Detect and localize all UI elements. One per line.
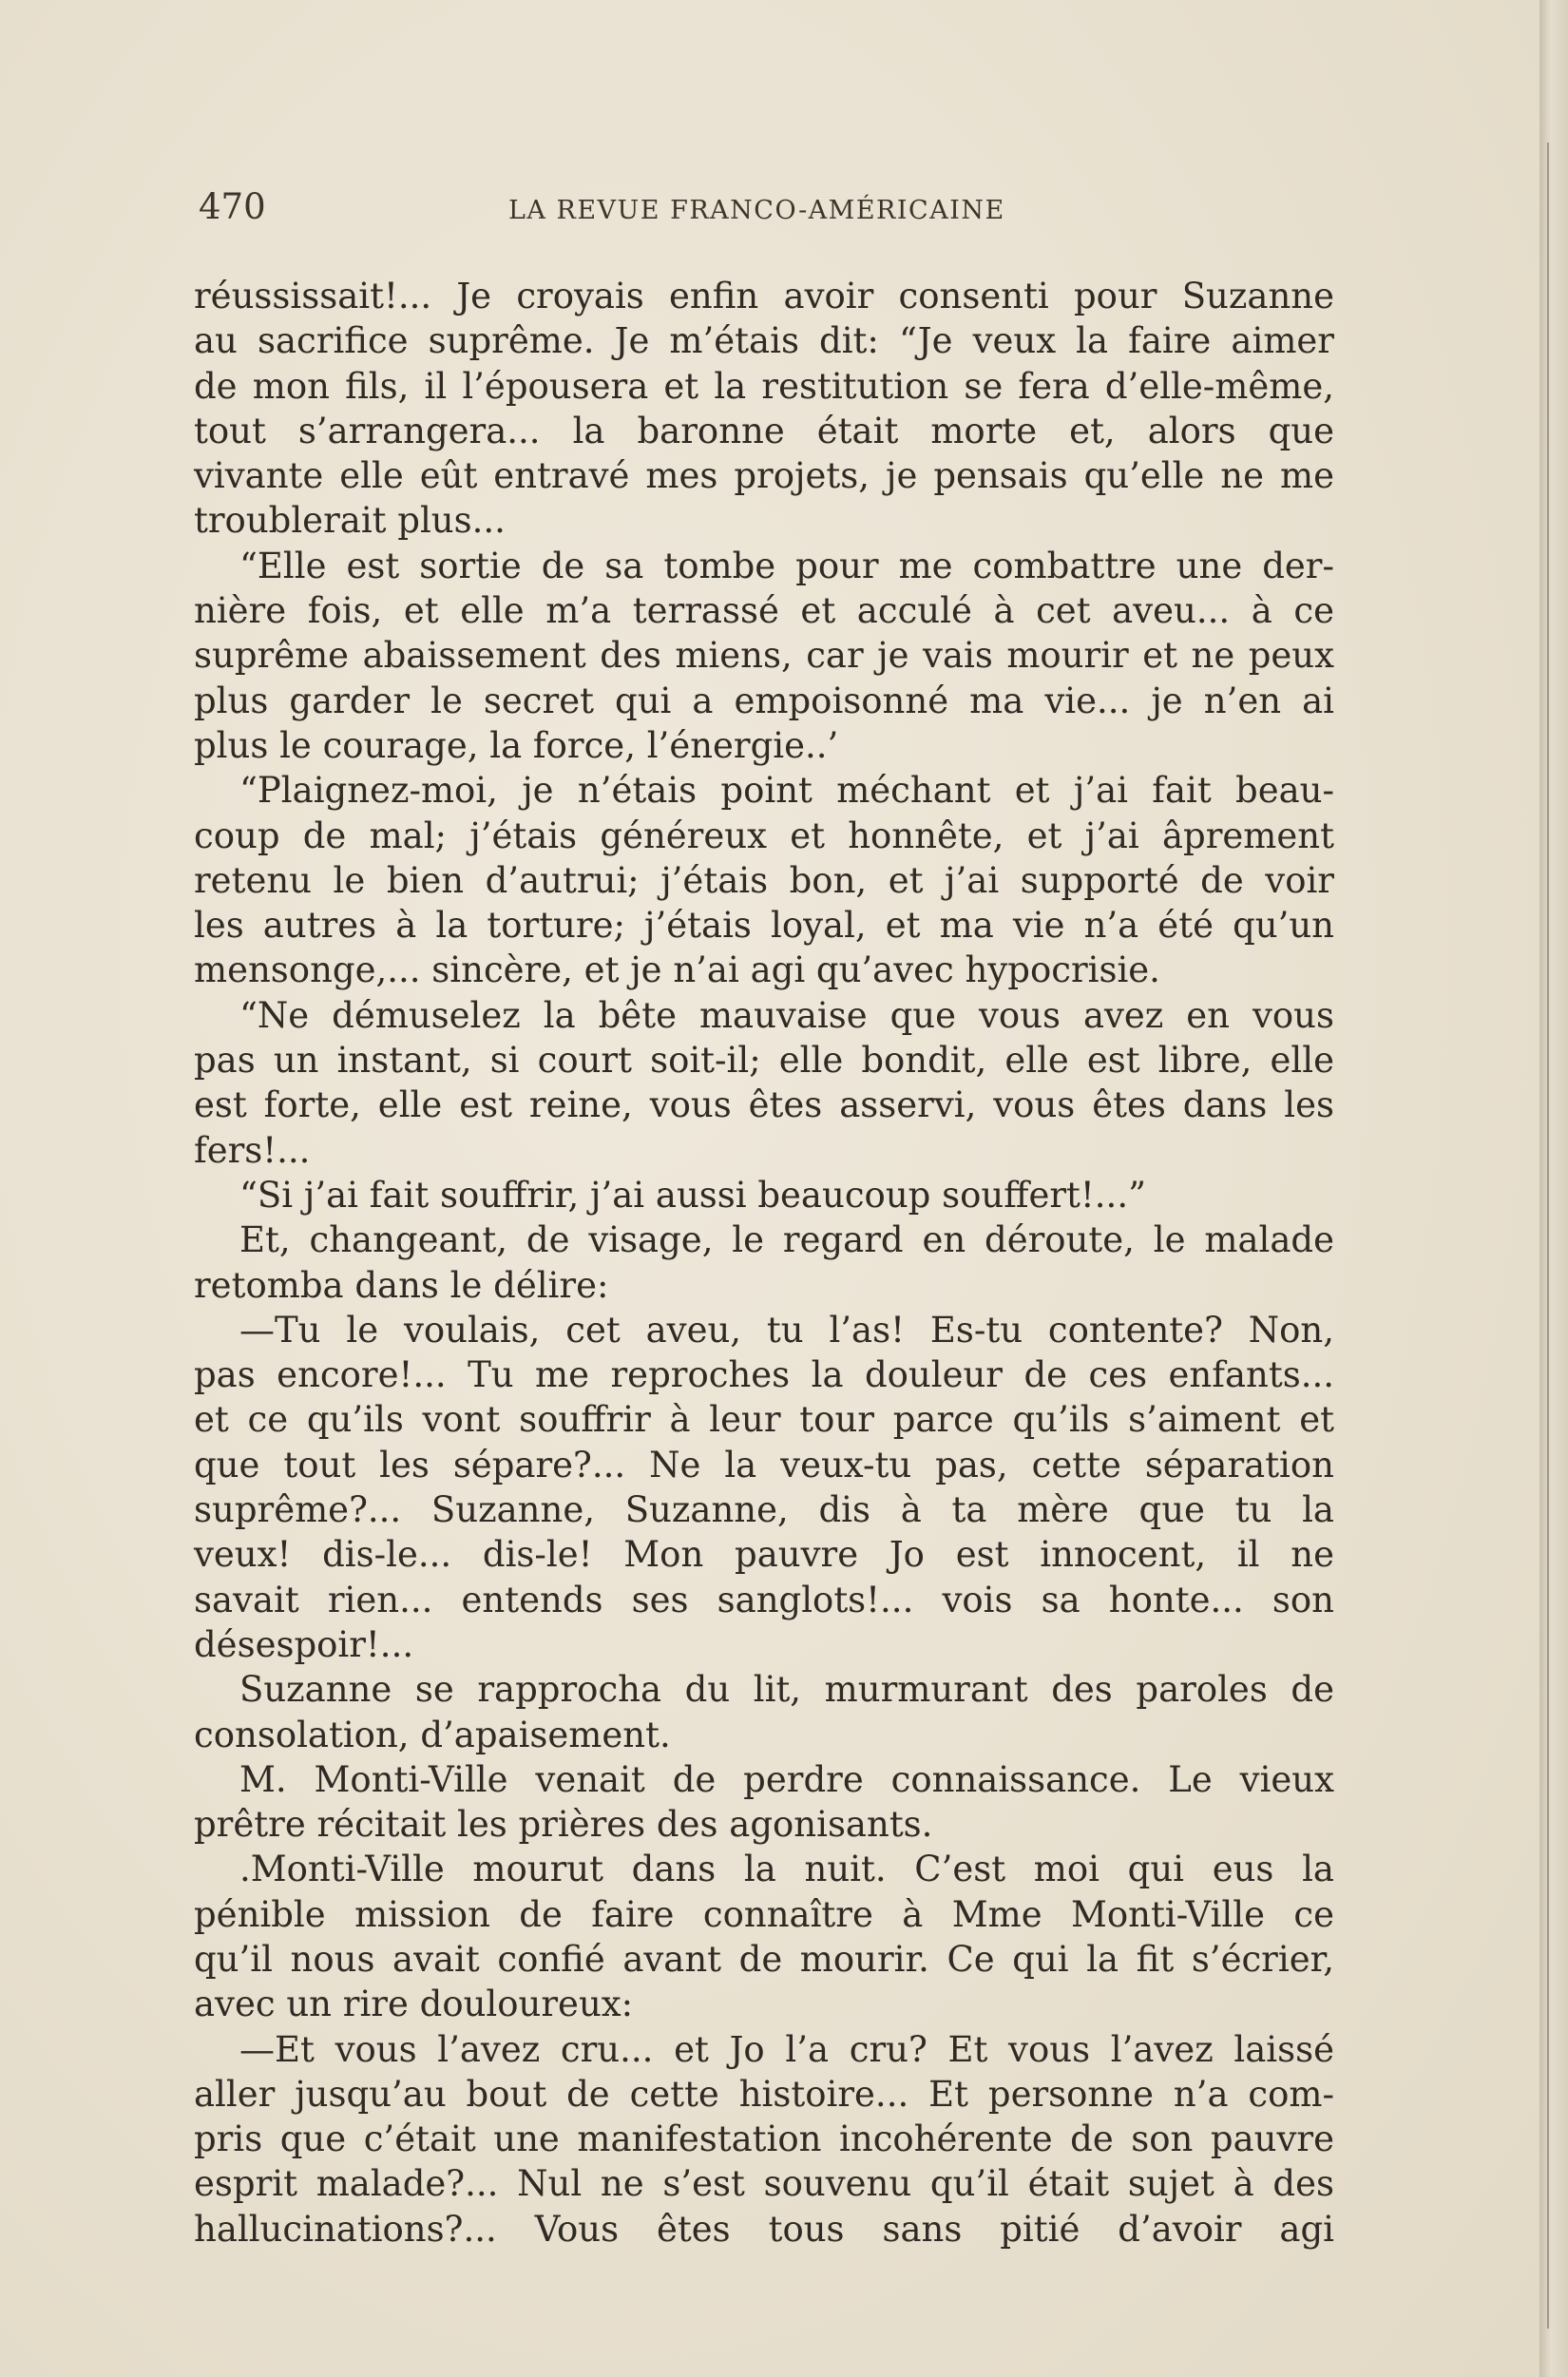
text-line: coup de mal; j’étais généreux et honnête, et j’ai âprement: [194, 815, 1334, 856]
body-text: [194, 274, 1334, 2252]
text-line: retomba dans le délire:: [194, 1264, 609, 1306]
text-line: hallucinations?... Vous êtes tous sans pitié d’avoir agi: [194, 2208, 1334, 2250]
text-line: fers!...: [194, 1129, 311, 1171]
page-edge-shadow: [1547, 143, 1549, 2329]
text-line: qu’il nous avait confié avant de mourir. Ce qui la fit s’écrier,: [194, 1938, 1334, 1980]
running-title: LA REVUE FRANCO-AMÉRICAINE: [508, 196, 1005, 225]
text-line: avec un rire douloureux:: [194, 1984, 634, 2025]
text-line: au sacrifice suprême. Je m’étais dit: “Je veux la faire aimer: [194, 320, 1334, 362]
text-line: prêtre récitait les prières des agonisants.: [194, 1804, 933, 1846]
text-line: plus le courage, la force, l’énergie..’: [194, 724, 839, 766]
text-line: esprit malade?... Nul ne s’est souvenu qu’il était sujet à des: [194, 2163, 1334, 2205]
text-line: suprême?... Suzanne, Suzanne, dis à ta mère que tu la: [194, 1489, 1334, 1531]
text-line: de mon fils, il l’épousera et la restitution se fera d’elle-même,: [194, 365, 1334, 407]
text-line: savait rien... entends ses sanglots!... vois sa honte... son: [194, 1579, 1334, 1620]
text-line: consolation, d’apaisement.: [194, 1714, 671, 1755]
text-line: nière fois, et elle m’a terrassé et acculé à cet aveu... à ce: [194, 590, 1334, 632]
text-line: plus garder le secret qui a empoisonné ma vie... je n’en ai: [194, 680, 1334, 721]
text-line: aller jusqu’au bout de cette histoire... Et personne n’a com-: [194, 2073, 1334, 2115]
text-line: mensonge,... sincère, et je n’ai agi qu’avec hypocrisie.: [194, 949, 1160, 991]
text-line: —Tu le voulais, cet aveu, tu l’as! Es-tu contente? Non,: [239, 1309, 1334, 1351]
text-line: suprême abaissement des miens, car je vais mourir et ne peux: [194, 635, 1334, 677]
text-line: troublerait plus...: [194, 500, 506, 542]
page-edge: [1539, 0, 1568, 2377]
text-line: veux! dis-le... dis-le! Mon pauvre Jo est innocent, il ne: [194, 1534, 1334, 1576]
text-line: tout s’arrangera... la baronne était morte et, alors que: [194, 410, 1334, 451]
text-line: les autres à la torture; j’étais loyal, et ma vie n’a été qu’un: [194, 905, 1334, 947]
page-number: 470: [199, 186, 266, 227]
text-line: Et, changeant, de visage, le regard en déroute, le malade: [239, 1219, 1334, 1261]
text-line: “Si j’ai fait souffrir, j’ai aussi beaucoup souffert!...”: [239, 1174, 1146, 1216]
text-line: vivante elle eût entravé mes projets, je pensais qu’elle ne me: [194, 455, 1334, 497]
text-line: —Et vous l’avez cru... et Jo l’a cru? Et vous l’avez laissé: [239, 2028, 1334, 2070]
text-line: “Elle est sortie de sa tombe pour me combattre une der-: [239, 545, 1334, 586]
text-line: pas un instant, si court soit-il; elle bondit, elle est libre, elle: [194, 1040, 1334, 1082]
text-line: pénible mission de faire connaître à Mme Monti-Ville ce: [194, 1893, 1334, 1935]
text-line: désespoir!...: [194, 1623, 414, 1665]
text-line: “Ne démuselez la bête mauvaise que vous avez en vous: [239, 994, 1334, 1036]
text-line: et ce qu’ils vont souffrir à leur tour parce qu’ils s’aiment et: [194, 1399, 1334, 1441]
text-line: est forte, elle est reine, vous êtes asservi, vous êtes dans les: [194, 1084, 1334, 1126]
text-line: retenu le bien d’autrui; j’étais bon, et j’ai supporté de voir: [194, 859, 1334, 901]
text-line: “Plaignez-moi, je n’étais point méchant et j’ai fait beau-: [239, 770, 1334, 812]
page-header: [199, 186, 1149, 243]
text-line: pas encore!... Tu me reproches la douleur de ces enfants...: [194, 1354, 1334, 1396]
text-line: M. Monti-Ville venait de perdre connaissance. Le vieux: [239, 1758, 1334, 1800]
text-line: réussissait!... Je croyais enfin avoir consenti pour Suzanne: [194, 276, 1334, 316]
text-line: .Monti-Ville mourut dans la nuit. C’est moi qui eus la: [239, 1849, 1334, 1890]
text-line: pris que c’était une manifestation incohérente de son pauvre: [194, 2118, 1334, 2160]
text-line: Suzanne se rapprocha du lit, murmurant des paroles de: [239, 1669, 1334, 1711]
text-line: que tout les sépare?... Ne la veux-tu pas, cette séparation: [194, 1444, 1334, 1486]
